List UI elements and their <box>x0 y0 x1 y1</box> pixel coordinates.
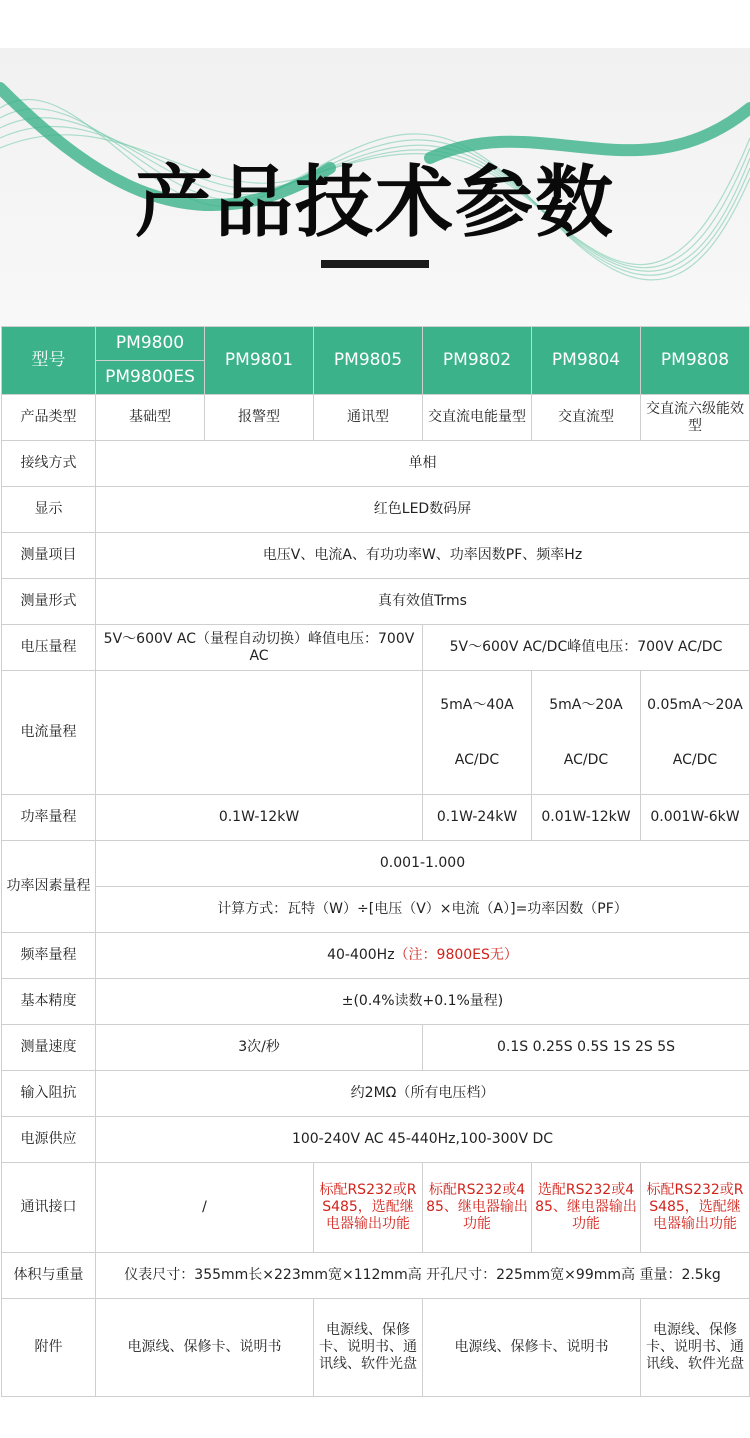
table-cell <box>532 671 641 795</box>
row-label: 测量速度 <box>2 1025 96 1071</box>
table-cell: 交直流电能量型 <box>423 395 532 441</box>
table-row <box>2 933 750 979</box>
row-label: 基本精度 <box>2 979 96 1025</box>
table-row <box>2 533 750 579</box>
row-label: 频率量程 <box>2 933 96 979</box>
header-banner <box>0 48 750 326</box>
table-cell: 交直流六级能效型 <box>641 395 750 441</box>
model-cell: PM9808 <box>641 327 750 395</box>
table-row <box>2 795 750 841</box>
model-cell: PM9802 <box>423 327 532 395</box>
model-cell: PM9804 <box>532 327 641 395</box>
table-cell: 3次/秒 <box>96 1025 423 1071</box>
row-label: 电压量程 <box>2 625 96 671</box>
table-row <box>2 1117 750 1163</box>
table-cell: 0.01W-12kW <box>532 795 641 841</box>
model-cell: PM9801 <box>205 327 314 395</box>
row-label: 电流量程 <box>2 671 96 795</box>
table-row <box>2 979 750 1025</box>
table-row <box>2 441 750 487</box>
current-range: 0.05mA～20A <box>647 696 743 713</box>
row-label: 产品类型 <box>2 395 96 441</box>
table-cell: 0.1S 0.25S 0.5S 1S 2S 5S <box>423 1025 750 1071</box>
table-row <box>2 887 750 933</box>
table-cell: 100-240V AC 45-440Hz,100-300V DC <box>96 1117 750 1163</box>
model-label: 型号 <box>2 327 96 395</box>
freq-value: 40-400Hz <box>327 947 395 963</box>
table-row <box>2 1253 750 1299</box>
row-label: 接线方式 <box>2 441 96 487</box>
table-row <box>2 1025 750 1071</box>
row-label: 电源供应 <box>2 1117 96 1163</box>
table-cell: 0.001W-6kW <box>641 795 750 841</box>
table-cell: 电源线、保修卡、说明书 <box>423 1299 641 1397</box>
table-cell: 电源线、保修卡、说明书、通讯线、软件光盘 <box>314 1299 423 1397</box>
table-row <box>2 579 750 625</box>
model-cell: PM9800ES <box>96 361 205 395</box>
table-cell: 基础型 <box>96 395 205 441</box>
table-row <box>2 1163 750 1253</box>
row-label: 附件 <box>2 1299 96 1397</box>
table-cell <box>96 933 750 979</box>
table-cell: 仪表尺寸：355mm长×223mm宽×112mm高 开孔尺寸：225mm宽×99mm高 重量：2.5kg <box>96 1253 750 1299</box>
table-cell: 单相 <box>96 441 750 487</box>
table-cell: 标配RS232或485、继电器输出功能 <box>423 1163 532 1253</box>
spec-table <box>1 326 750 1397</box>
table-cell: 真有效值Trms <box>96 579 750 625</box>
page-title: 产品技术参数 <box>134 158 615 248</box>
table-row <box>2 1071 750 1117</box>
row-label: 测量项目 <box>2 533 96 579</box>
table-cell <box>423 671 532 795</box>
table-cell: 选配RS232或485、继电器输出功能 <box>532 1163 641 1253</box>
table-row <box>2 487 750 533</box>
table-row <box>2 327 750 361</box>
row-label: 通讯接口 <box>2 1163 96 1253</box>
table-cell: 红色LED数码屏 <box>96 487 750 533</box>
current-type: AC/DC <box>563 751 609 768</box>
table-cell: 标配RS232或RS485，选配继电器输出功能 <box>641 1163 750 1253</box>
row-label: 输入阻抗 <box>2 1071 96 1117</box>
table-cell: 通讯型 <box>314 395 423 441</box>
table-cell: 约2MΩ（所有电压档） <box>96 1071 750 1117</box>
table-cell: 5V～600V AC（量程自动切换）峰值电压：700V AC <box>96 625 423 671</box>
table-cell: 报警型 <box>205 395 314 441</box>
row-label: 体积与重量 <box>2 1253 96 1299</box>
table-cell: ±(0.4%读数+0.1%量程) <box>96 979 750 1025</box>
table-cell: 电源线、保修卡、说明书、通讯线、软件光盘 <box>641 1299 750 1397</box>
table-cell: 交直流型 <box>532 395 641 441</box>
table-row <box>2 625 750 671</box>
table-cell: 0.001-1.000 <box>96 841 750 887</box>
current-range: 5mA～40A <box>440 696 514 713</box>
current-type: AC/DC <box>454 751 500 768</box>
table-cell: 电源线、保修卡、说明书 <box>96 1299 314 1397</box>
table-cell: 0.1W-24kW <box>423 795 532 841</box>
freq-note: （注：9800ES无） <box>394 947 518 963</box>
table-cell: 电压V、电流A、有功功率W、功率因数PF、频率Hz <box>96 533 750 579</box>
table-cell: / <box>96 1163 314 1253</box>
table-cell: 5V～600V AC/DC峰值电压：700V AC/DC <box>423 625 750 671</box>
row-label: 显示 <box>2 487 96 533</box>
table-cell: 计算方式：瓦特（W）÷[电压（V）×电流（A）]=功率因数（PF） <box>96 887 750 933</box>
table-cell: 标配RS232或RS485，选配继电器输出功能 <box>314 1163 423 1253</box>
table-cell <box>641 671 750 795</box>
table-row <box>2 1299 750 1397</box>
table-row <box>2 671 750 795</box>
model-cell: PM9805 <box>314 327 423 395</box>
row-label: 功率因素量程 <box>2 841 96 933</box>
table-row <box>2 395 750 441</box>
row-label: 功率量程 <box>2 795 96 841</box>
current-type: AC/DC <box>672 751 718 768</box>
table-cell: 0.1W-12kW <box>96 795 423 841</box>
row-label: 测量形式 <box>2 579 96 625</box>
table-cell <box>96 671 423 795</box>
table-row <box>2 841 750 887</box>
model-cell: PM9800 <box>96 327 205 361</box>
current-range: 5mA～20A <box>549 696 623 713</box>
title-underline <box>321 260 429 268</box>
